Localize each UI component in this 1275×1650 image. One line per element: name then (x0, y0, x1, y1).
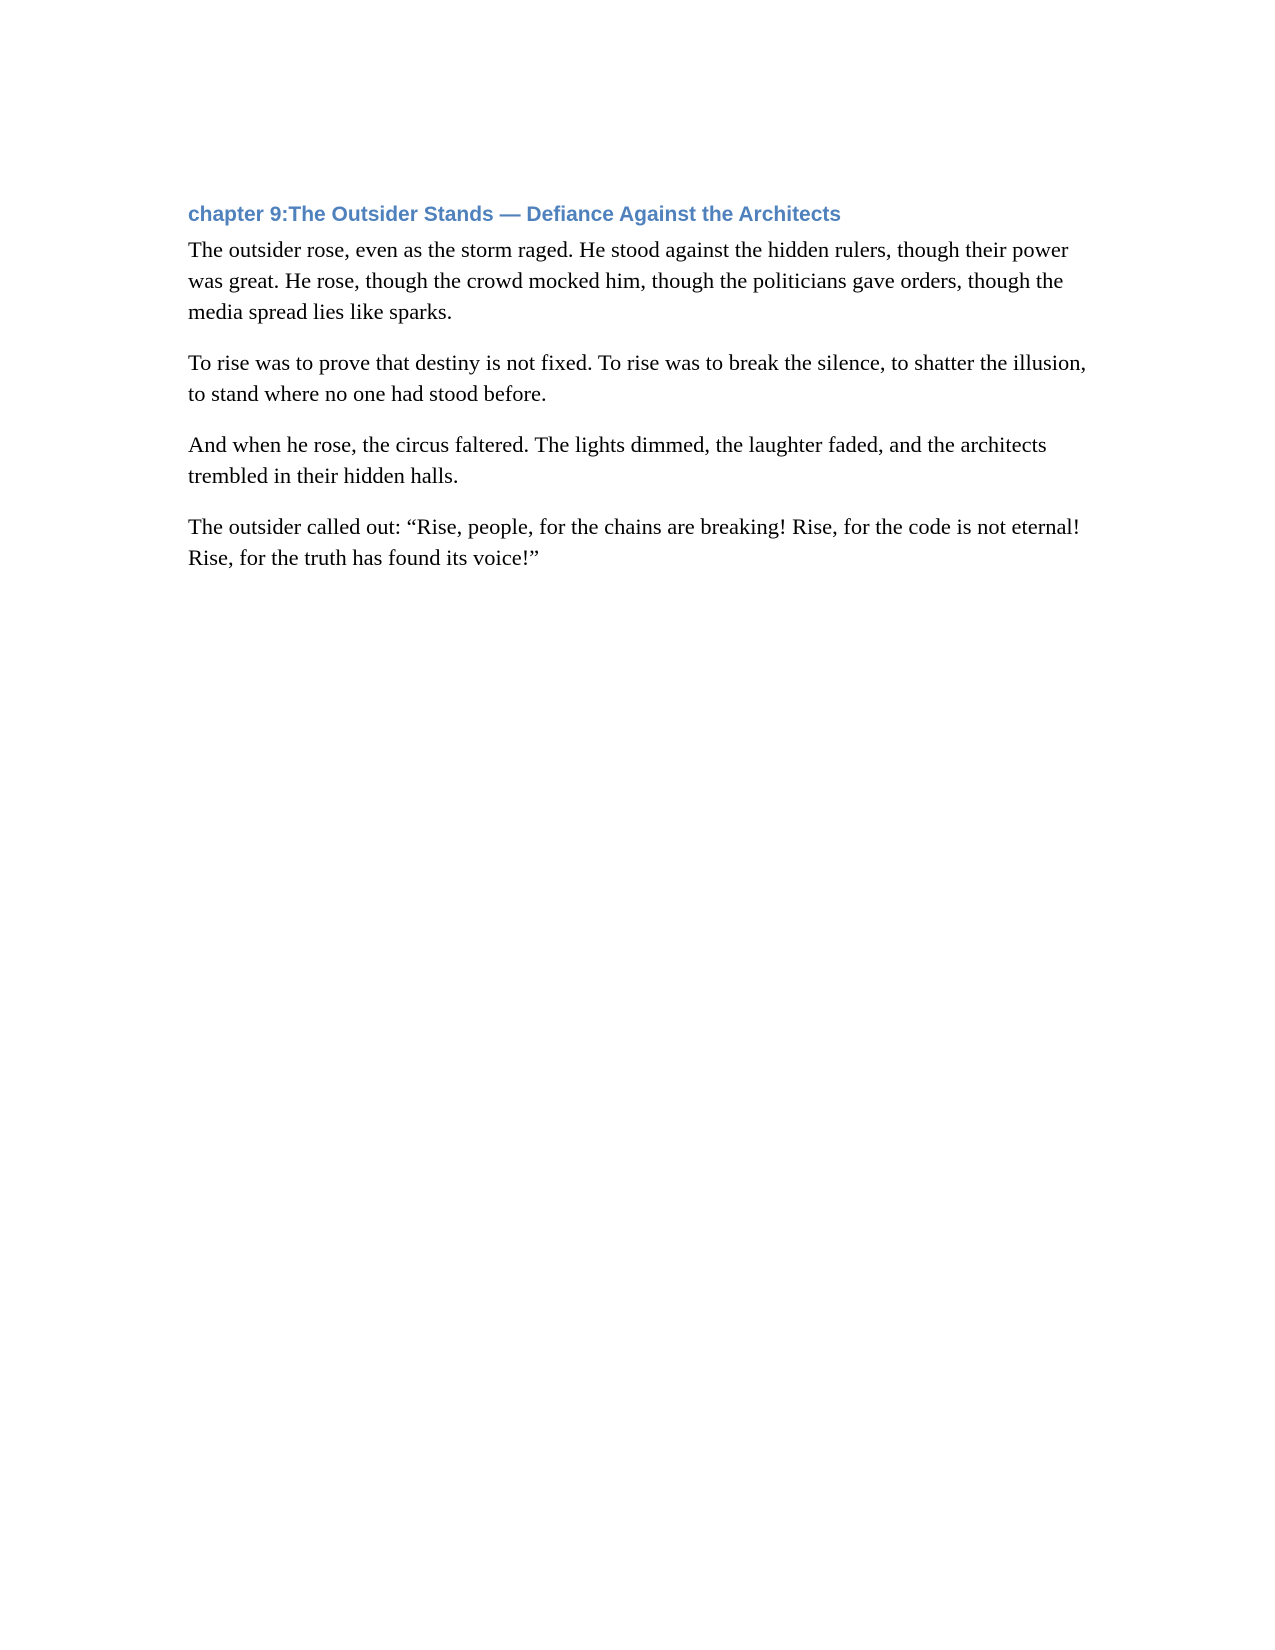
paragraph-4: The outsider called out: “Rise, people, for the chains are breaking! Rise, for the code is not eternal! Rise, for the truth has found its voice!” (188, 514, 1081, 570)
chapter-heading: chapter 9:The Outsider Stands — Defiance Against the Architects (188, 203, 842, 226)
paragraph-2: To rise was to prove that destiny is not fixed. To rise was to break the silence, to shatter the illusion, to stand where no one had stood before. (188, 350, 1087, 406)
paragraph-3: And when he rose, the circus faltered. The lights dimmed, the laughter faded, and the architects trembled in their hidden halls. (188, 432, 1047, 488)
page-content (188, 200, 1088, 593)
paragraph-1: The outsider rose, even as the storm raged. He stood against the hidden rulers, though their power was great. He rose, though the crowd mocked him, though the politicians gave orders, though the media spread lies like sparks. (188, 237, 1069, 324)
